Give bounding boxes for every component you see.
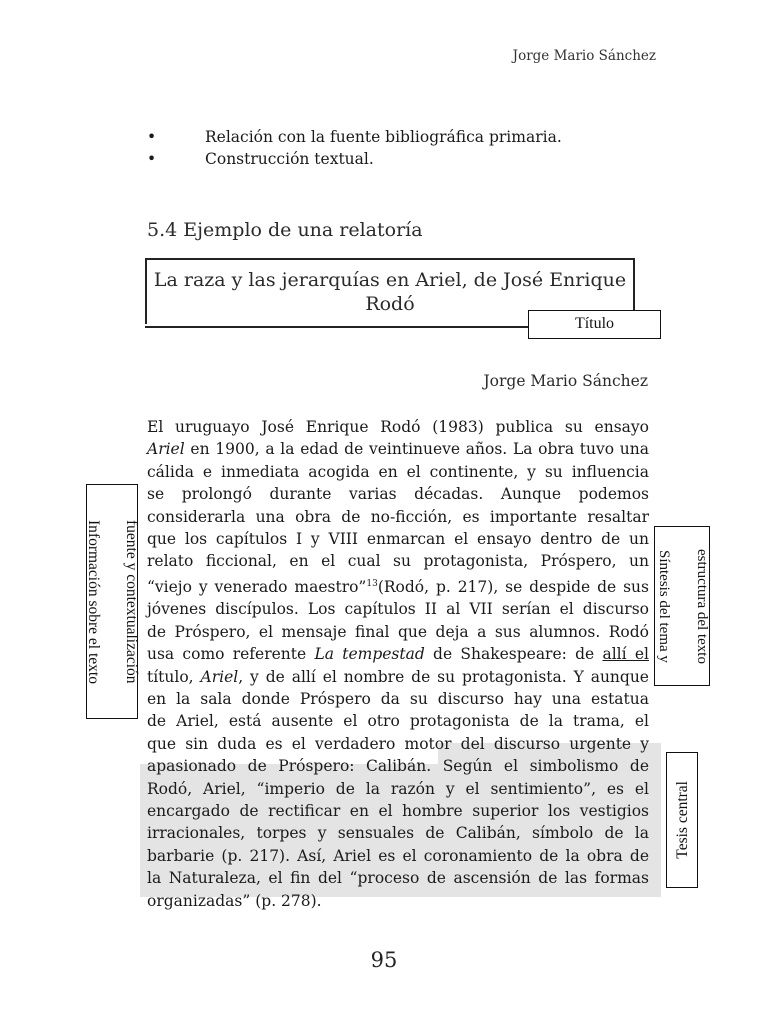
italic-title: Ariel xyxy=(200,667,239,686)
annotation-tesis xyxy=(666,752,698,888)
thesis-start: Según el simbolismo de xyxy=(442,757,649,776)
text-line: cálida e inmediata acogida en el continente, y su influencia xyxy=(147,462,649,481)
annotation-sintesis xyxy=(654,526,710,686)
annotation-info-line-1: Información sobre el texto xyxy=(84,519,102,684)
running-head: Jorge Mario Sánchez xyxy=(512,48,656,64)
annotation-sintesis-line-2: estructura del texto xyxy=(693,548,710,664)
footnote-ref: 13 xyxy=(366,578,378,589)
text-line: considerarla una obra de no-ficción, es importante resaltar xyxy=(147,507,649,526)
annotation-info xyxy=(86,484,138,719)
title-box-bottom-border xyxy=(145,326,529,328)
italic-title: La tempestad xyxy=(314,645,425,664)
text-line: de Ariel, está ausente el otro protagonista de la trama, el xyxy=(147,712,649,731)
text-line: en la sala donde Próspero da su discurso hay una estatua xyxy=(147,690,649,709)
text-line: “viejo y venerado maestro”$^{13}$(Rodó, p. 217), se despide de sus xyxy=(147,578,649,596)
annotation-sintesis-line-1: Síntesis del tema y xyxy=(655,549,672,663)
text-line: título, Ariel, y de allí el nombre de su protagonista. Y aunque xyxy=(147,667,649,686)
document-title-line-1: La raza y las jerarquías en Ariel, de José Enrique xyxy=(153,269,627,291)
annotation-titulo: Título xyxy=(528,310,661,339)
text-line: Rodó, Ariel, “imperio de la razón y el sentimiento”, es el xyxy=(147,779,649,798)
annotation-tesis-label: Tesis central xyxy=(673,781,691,859)
annotation-info-line-2: fuente y contextualización xyxy=(122,519,140,684)
bullet-item: • Relación con la fuente bibliográfica primaria. xyxy=(147,126,667,148)
text-line: organizadas” (p. 278). xyxy=(147,891,322,910)
document-author: Jorge Mario Sánchez xyxy=(483,372,648,390)
text-line: que los capítulos I y VIII enmarcan el ensayo dentro de un xyxy=(147,530,649,549)
page-number: 95 xyxy=(370,948,398,972)
text-line: se prolongó durante varias décadas. Aunque podemos xyxy=(147,485,649,504)
bullet-item: • Construcción textual. xyxy=(147,148,667,170)
text-line: encargado de rectificar en el hombre superior los vestigios xyxy=(147,802,649,821)
section-heading: 5.4 Ejemplo de una relatoría xyxy=(147,219,423,241)
bullet-list xyxy=(147,126,667,170)
body-paragraph xyxy=(147,416,649,912)
text-line: la Naturaleza, el fin del “proceso de ascensión de las formas xyxy=(147,869,649,888)
text-line: apasionado de Próspero: Calibán. Según el simbolismo de xyxy=(147,757,649,776)
document-title-line-2: Rodó xyxy=(365,293,415,315)
text-line: jóvenes discípulos. Los capítulos II al VII serían el discurso xyxy=(147,600,649,619)
text-line: El uruguayo José Enrique Rodó (1983) publica su ensayo xyxy=(147,418,649,436)
document-title xyxy=(150,268,630,316)
underlined-text: allí el xyxy=(602,645,649,664)
text-line: relato ficcional, en el cual su protagonista, Próspero, un xyxy=(147,552,649,571)
italic-title: Ariel xyxy=(147,440,185,459)
text-line: barbarie (p. 217). Así, Ariel es el coronamiento de la obra de xyxy=(147,846,649,865)
text-line: de Próspero, el mensaje final que deja a sus alumnos. Rodó xyxy=(147,622,649,641)
text-line: Ariel en 1900, a la edad de veintinueve años. La obra tuvo una xyxy=(147,440,649,459)
text-line: usa como referente La tempestad de Shakespeare: de allí el xyxy=(147,645,649,664)
text-line: que sin duda es el verdadero motor del discurso urgente y xyxy=(147,734,649,753)
text-line: irracionales, torpes y sensuales de Calibán, símbolo de la xyxy=(147,824,649,843)
